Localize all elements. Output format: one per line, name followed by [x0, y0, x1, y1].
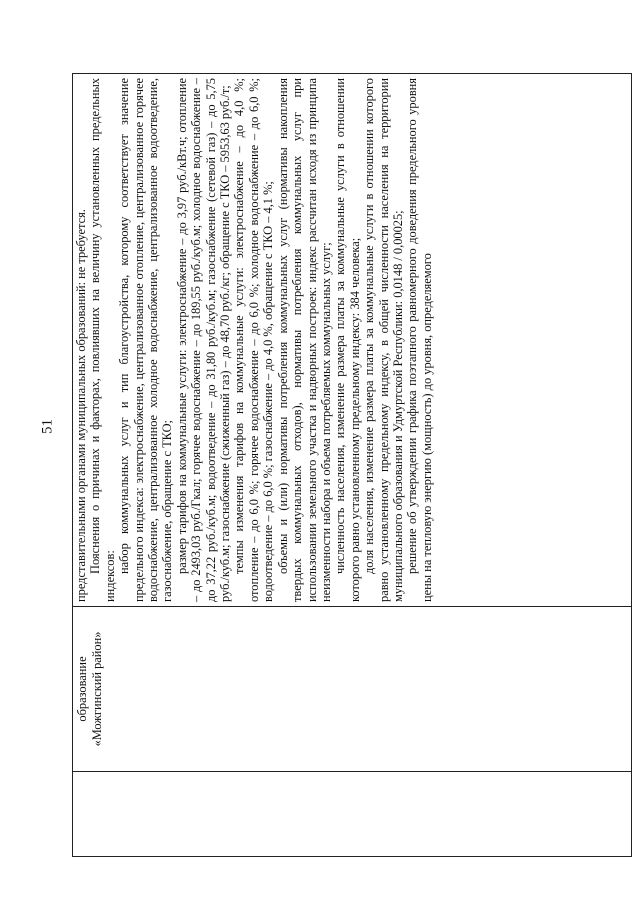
- paragraph: набор коммунальных услуг и тип благоустройства, которому соответствует значение предельного индекса: электроснабжение, централизованное отопление, централизованное горячее водоснабжение, централизованное холодное водоснабжение, централизованное водоотведение, газоснабжение, обращение с ТКО;: [117, 78, 175, 602]
- paragraph: объемы и (или) нормативы потребления коммунальных услуг (нормативы накопления твердых коммунальных отходов), нормативы потребления коммунальных услуг при использовании земельного участка и надворных построек: индекс рассчитан исходя из принципа неизменности набора и объема потребляемых коммунальных услуг;: [275, 78, 333, 602]
- paragraph: темпы изменения тарифов на коммунальные услуги: электроснабжение – до 4,0 %; отопление – до 6,0 %; горячее водоснабжение – до 6,0 %; холодное водоснабжение – до 6,0 %; водоотведение – до 6,0 %; газоснабжение – до 4,0 %, обращение с ТКО – 4,1 %;: [232, 78, 276, 602]
- description-text: [73, 74, 434, 606]
- municipality-line: образование: [75, 656, 89, 722]
- paragraph: численность населения, изменение размера платы за коммунальные услуги в отношении которого равно установленному предельному индексу: 384 человека;: [333, 78, 362, 602]
- document-table: [72, 73, 632, 857]
- paragraph: решение об утверждении графика поэтапного равномерного доведения предельного уровня цены на тепловую энергию (мощность) до уровня, определяемого: [405, 78, 434, 602]
- municipality-cell: [73, 607, 632, 772]
- page-number: 51: [39, 419, 56, 434]
- paragraph: представительными органами муниципальных образований: не требуется.: [74, 209, 88, 602]
- municipality-name: [73, 607, 104, 771]
- number-cell: [73, 772, 632, 857]
- paragraph: доля населения, изменение размера платы за коммунальные услуги в отношении которого равно установленному предельному индексу, в общей численности населения на территории муниципального образования и Удмуртской Республики: 0,0148 / 0,00025;: [362, 78, 405, 602]
- municipality-line: «Можгинский район»: [89, 631, 104, 747]
- paragraph: Пояснения о причинах и факторах, повлиявших на величину установленных предельных индексов:: [88, 78, 117, 602]
- description-cell: [73, 74, 632, 607]
- table-row: [73, 74, 632, 857]
- rotated-table-container: [72, 77, 632, 857]
- paragraph: размер тарифов на коммунальные услуги: электроснабжение – до 3,97 руб./кВт.ч; отопление – до 2493,03 руб./Гкал; горячее водоснабжение – до 189,55 руб./куб.м; холодное водоснабжение – до 37,22 руб./куб.м; водоотведение – до 31,80 руб./куб.м; газоснабжение (сетевой газ) – до 5,75 руб./куб.м; газоснабжение (сжиженный газ) – до 48,70 руб./кг; обращение с ТКО – 5953,63 руб./т;: [174, 78, 233, 602]
